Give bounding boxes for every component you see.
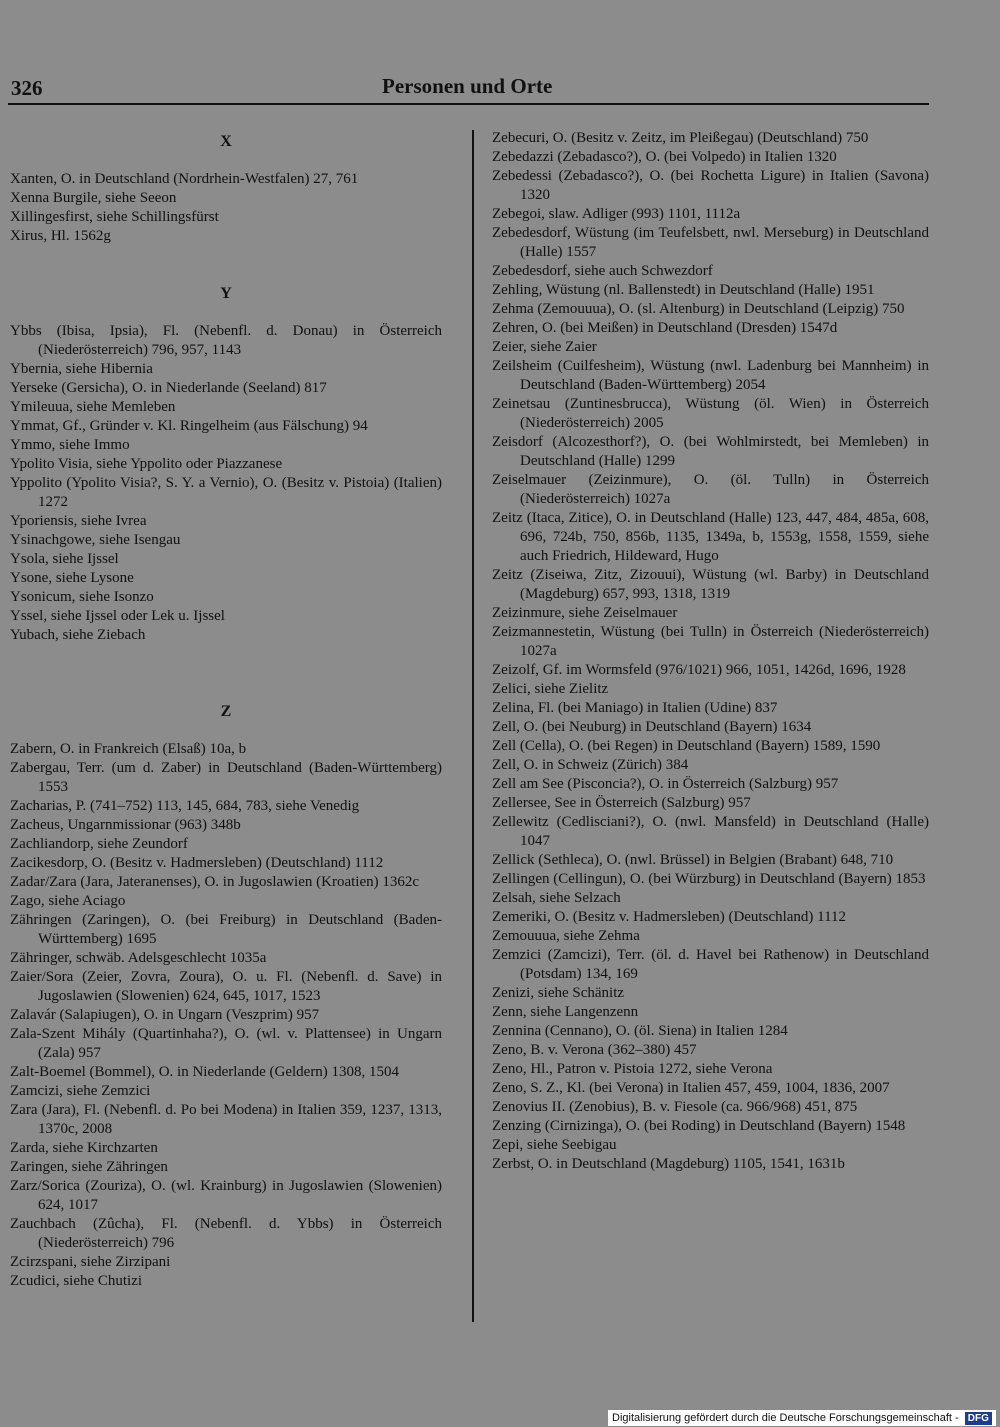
index-entry: Zabern, O. in Frankreich (Elsaß) 10a, b (10, 741, 247, 757)
index-entry: Zacheus, Ungarnmissionar (963) 348b (10, 817, 241, 833)
index-entry: Xanten, O. in Deutschland (Nordrhein-Westfalen) 27, 761 (10, 171, 359, 187)
index-entry: Yporiensis, siehe Ivrea (10, 513, 147, 529)
index-entry: Zabergau, Terr. (um d. Zaber) in Deutschland (Baden-Württemberg) 1553 (10, 760, 442, 795)
index-entry: Zeno, Hl., Patron v. Pistoia 1272, siehe Verona (492, 1061, 773, 1077)
index-entry: Ysone, siehe Lysone (10, 570, 134, 586)
spacer (10, 151, 442, 170)
footer-banner (608, 1410, 996, 1426)
index-entry: Zala-Szent Mihály (Quartinhaha?), O. (wl. v. Plattensee) in Ungarn (Zala) 957 (10, 1026, 442, 1061)
index-entry: Ysinachgowe, siehe Isengau (10, 532, 181, 548)
index-entry: Zamcizi, siehe Zemzici (10, 1083, 151, 1099)
index-entry: Yppolito (Ypolito Visia?, S. Y. a Vernio), O. (Besitz v. Pistoia) (Italien) 1272 (10, 475, 442, 510)
section-letter: Z (220, 703, 232, 720)
index-entry: Zehren, O. (bei Meißen) in Deutschland (Dresden) 1547d (492, 320, 838, 336)
index-entry: Zähringer, schwäb. Adelsgeschlecht 1035a (10, 950, 267, 966)
index-entry: Zarda, siehe Kirchzarten (10, 1140, 158, 1156)
index-entry: Zeizolf, Gf. im Wormsfeld (976/1021) 966, 1051, 1426d, 1696, 1928 (492, 662, 906, 678)
index-entry: Ybbs (Ibisa, Ipsia), Fl. (Nebenfl. d. Donau) in Österreich (Niederösterreich) 796, 957, 1143 (10, 323, 442, 358)
index-entry: Zeiselmauer (Zeizinmure), O. (öl. Tulln) in Österreich (Niederösterreich) 1027a (492, 472, 929, 507)
index-entry: Zenizi, siehe Schänitz (492, 985, 625, 1001)
page-number: 326 (11, 76, 43, 100)
index-entry: Zarz/Sorica (Zouriza), O. (wl. Krainburg) in Jugoslawien (Slowenien) 624, 1017 (10, 1178, 442, 1213)
index-entry: Zaringen, siehe Zähringen (10, 1159, 168, 1175)
index-entry: Zell, O. (bei Neuburg) in Deutschland (Bayern) 1634 (492, 719, 812, 735)
index-entry: Zeier, siehe Zaier (492, 339, 597, 355)
index-entry: Ysonicum, siehe Isonzo (10, 589, 154, 605)
index-entry: Zellersee, See in Österreich (Salzburg) 957 (492, 795, 751, 811)
index-entry: Zelici, siehe Zielitz (492, 681, 609, 697)
index-entry: Zauchbach (Zûcha), Fl. (Nebenfl. d. Ybbs) in Österreich (Niederösterreich) 796 (10, 1216, 442, 1251)
index-entry: Zebedessi (Zebadasco?), O. (bei Rochetta Ligure) in Italien (Savona) 1320 (492, 168, 929, 203)
index-entry: Zeitz (Itaca, Zitice), O. in Deutschland (Halle) 123, 447, 484, 485a, 608, 696, 724b, 750, 856b, 1135, 1349a, b, 1553g, 1558, 1559, siehe auch Friedrich, Hildeward, Hugo (492, 510, 929, 564)
index-entry: Ymileuua, siehe Memleben (10, 399, 176, 415)
index-entry: Yssel, siehe Ijssel oder Lek u. Ijssel (10, 608, 225, 624)
index-entry: Zellick (Sethleca), O. (nwl. Brüssel) in Belgien (Brabant) 648, 710 (492, 852, 894, 868)
index-entry: Zennina (Cennano), O. (öl. Siena) in Italien 1284 (492, 1023, 788, 1039)
right-column (492, 129, 929, 1174)
index-entry: Zalavár (Salapiugen), O. in Ungarn (Veszprim) 957 (10, 1007, 320, 1023)
index-entry: Ybernia, siehe Hibernia (10, 361, 153, 377)
index-entry: Zaier/Sora (Zeier, Zovra, Zoura), O. u. Fl. (Nebenfl. d. Save) in Jugoslawien (Slowenien) 624, 645, 1017, 1523 (10, 969, 442, 1004)
spacer (10, 645, 442, 702)
header-rule (8, 103, 929, 105)
index-entry: Zell (Cella), O. (bei Regen) in Deutschland (Bayern) 1589, 1590 (492, 738, 881, 754)
index-entry: Zacharias, P. (741–752) 113, 145, 684, 783, siehe Venedig (10, 798, 360, 814)
running-head: Personen und Orte (382, 74, 553, 98)
dfg-logo: DFG (965, 1412, 992, 1425)
index-entry: Zebedazzi (Zebadasco?), O. (bei Volpedo) in Italien 1320 (492, 149, 837, 165)
index-entry: Zellingen (Cellingun), O. (bei Würzburg) in Deutschland (Bayern) 1853 (492, 871, 926, 887)
index-entry: Zeinetsau (Zuntinesbrucca), Wüstung (öl. Wien) in Österreich (Niederösterreich) 2005 (492, 396, 929, 431)
index-entry: Zalt-Boemel (Bommel), O. in Niederlande (Geldern) 1308, 1504 (10, 1064, 400, 1080)
index-entry: Xirus, Hl. 1562g (10, 228, 111, 244)
spacer (10, 246, 442, 284)
left-column (10, 132, 442, 1291)
index-entry: Zara (Jara), Fl. (Nebenfl. d. Po bei Modena) in Italien 359, 1237, 1313, 1370c, 2008 (10, 1102, 442, 1137)
index-entry: Zachliandorp, siehe Zeundorf (10, 836, 188, 852)
index-entry: Zemeriki, O. (Besitz v. Hadmersleben) (Deutschland) 1112 (492, 909, 847, 925)
index-entry: Zeno, B. v. Verona (362–380) 457 (492, 1042, 697, 1058)
footer-text: Digitalisierung gefördert durch die Deutsche Forschungsgemeinschaft - (612, 1412, 959, 1424)
index-entry: Zemzici (Zamcizi), Terr. (öl. d. Havel bei Rathenow) in Deutschland (Potsdam) 134, 169 (492, 947, 929, 982)
index-entry: Ypolito Visia, siehe Yppolito oder Piazzanese (10, 456, 283, 472)
section-letter: X (220, 133, 232, 150)
index-entry: Zehma (Zemouuua), O. (sl. Altenburg) in Deutschland (Leipzig) 750 (492, 301, 905, 317)
index-entry: Zacikesdorp, O. (Besitz v. Hadmersleben) (Deutschland) 1112 (10, 855, 384, 871)
index-entry: Yubach, siehe Ziebach (10, 627, 146, 643)
spacer (10, 721, 442, 740)
index-entry: Zebegoi, slaw. Adliger (993) 1101, 1112a (492, 206, 741, 222)
index-entry: Zebedesdorf, siehe auch Schwezdorf (492, 263, 713, 279)
index-entry: Zcudici, siehe Chutizi (10, 1273, 143, 1289)
index-entry: Yerseke (Gersicha), O. in Niederlande (Seeland) 817 (10, 380, 327, 396)
index-entry: Zago, siehe Aciago (10, 893, 126, 909)
index-entry: Zell, O. in Schweiz (Zürich) 384 (492, 757, 689, 773)
index-entry: Zeisdorf (Alcozesthorf?), O. (bei Wohlmirstedt, bei Memleben) in Deutschland (Halle) 1299 (492, 434, 929, 469)
index-entry: Zenovius II. (Zenobius), B. v. Fiesole (ca. 966/968) 451, 875 (492, 1099, 858, 1115)
index-entry: Zeilsheim (Cuilfesheim), Wüstung (nwl. Ladenburg bei Mannheim) in Deutschland (Baden-Württemberg) 2054 (492, 358, 929, 393)
index-entry: Xenna Burgile, siehe Seeon (10, 190, 177, 206)
index-entry: Zenzing (Cirnizinga), O. (bei Roding) in Deutschland (Bayern) 1548 (492, 1118, 906, 1134)
index-entry: Zemouuua, siehe Zehma (492, 928, 640, 944)
index-entry: Zell am See (Pisconcia?), O. in Österreich (Salzburg) 957 (492, 776, 839, 792)
index-entry: Zähringen (Zaringen), O. (bei Freiburg) in Deutschland (Baden-Württemberg) 1695 (10, 912, 442, 947)
spacer (10, 303, 442, 322)
index-entry: Zebecuri, O. (Besitz v. Zeitz, im Pleißegau) (Deutschland) 750 (492, 130, 869, 146)
index-entry: Zadar/Zara (Jara, Jateranenses), O. in Jugoslawien (Kroatien) 1362c (10, 874, 419, 890)
index-entry: Zeizmannestetin, Wüstung (bei Tulln) in Österreich (Niederösterreich) 1027a (492, 624, 929, 659)
index-entry: Zeizinmure, siehe Zeiselmauer (492, 605, 678, 621)
index-entry: Ymmo, siehe Immo (10, 437, 130, 453)
index-entry: Zenn, siehe Langenzenn (492, 1004, 639, 1020)
index-entry: Xillingesfirst, siehe Schillingsfürst (10, 209, 219, 225)
index-entry: Zelsah, siehe Selzach (492, 890, 621, 906)
index-entry: Zehling, Wüstung (nl. Ballenstedt) in Deutschland (Halle) 1951 (492, 282, 875, 298)
index-entry: Zepi, siehe Seebigau (492, 1137, 617, 1153)
index-entry: Zerbst, O. in Deutschland (Magdeburg) 1105, 1541, 1631b (492, 1156, 845, 1172)
index-entry: Zcirzspani, siehe Zirzipani (10, 1254, 171, 1270)
index-entry: Zeno, S. Z., Kl. (bei Verona) in Italien 457, 459, 1004, 1836, 2007 (492, 1080, 890, 1096)
index-entry: Zebedesdorf, Wüstung (im Teufelsbett, nwl. Merseburg) in Deutschland (Halle) 1557 (492, 225, 929, 260)
index-entry: Zeitz (Ziseiwa, Zitz, Zizouui), Wüstung (wl. Barby) in Deutschland (Magdeburg) 657, 993, 1318, 1319 (492, 567, 929, 602)
index-entry: Ysola, siehe Ijssel (10, 551, 119, 567)
index-entry: Zellewitz (Cedlisciani?), O. (nwl. Mansfeld) in Deutschland (Halle) 1047 (492, 814, 929, 849)
section-letter: Y (220, 285, 232, 302)
index-entry: Zelina, Fl. (bei Maniago) in Italien (Udine) 837 (492, 700, 778, 716)
column-rule (472, 130, 474, 1322)
index-entry: Ymmat, Gf., Gründer v. Kl. Ringelheim (aus Fälschung) 94 (10, 418, 368, 434)
